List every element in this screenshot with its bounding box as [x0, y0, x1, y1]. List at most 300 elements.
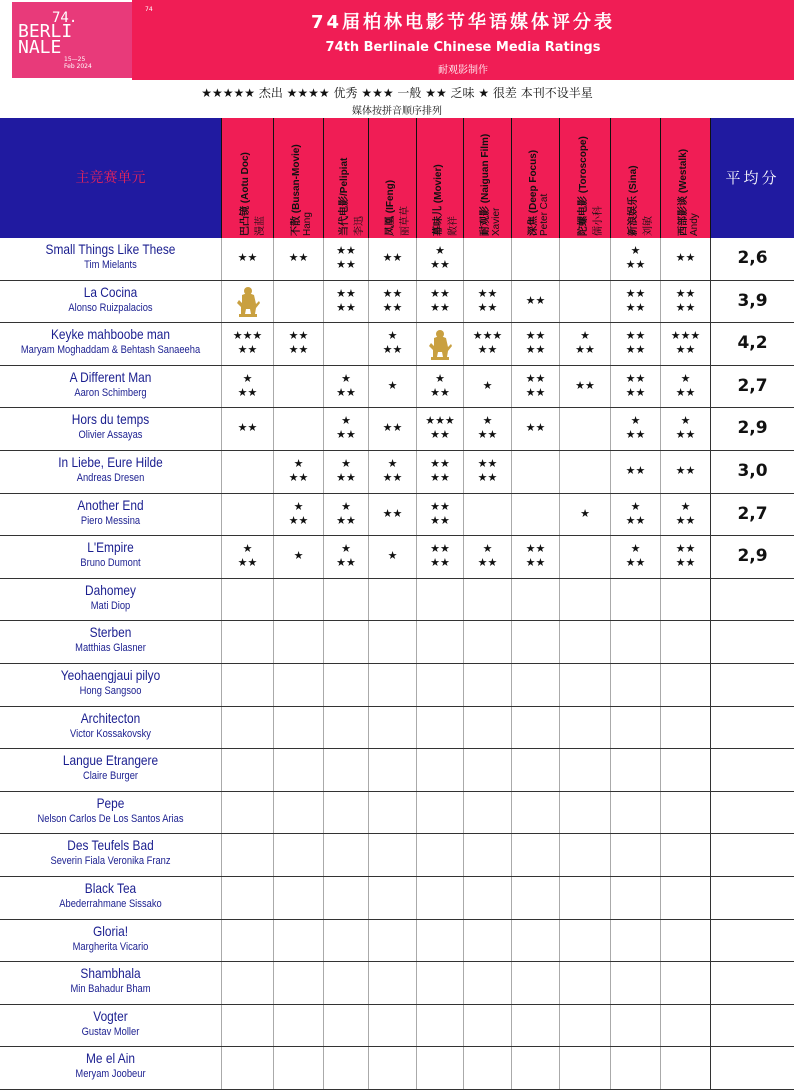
star-rating-line-1: ★ — [435, 371, 445, 385]
rating-cell — [323, 238, 368, 280]
rating-cell — [273, 238, 323, 280]
rating-cell — [368, 792, 416, 834]
star-rating-line-2: ★★ — [477, 300, 498, 314]
rating-cell — [368, 451, 416, 493]
rating-cell — [660, 877, 710, 919]
rating-cell — [416, 366, 463, 408]
rating-cell — [416, 920, 463, 962]
critic-name: 李迅 — [353, 216, 365, 236]
media-label — [476, 133, 502, 236]
rating-cell — [463, 834, 511, 876]
rating-cell — [463, 451, 511, 493]
film-director: Victor Kossakovsky — [70, 727, 151, 740]
rating-cell — [610, 707, 660, 749]
film-title: L'Empire — [87, 539, 134, 556]
rating-cell — [511, 749, 559, 791]
critic-name: 漫蓝 — [255, 216, 266, 236]
star-rating-line-1: ★★ — [525, 329, 546, 343]
table-row — [0, 749, 794, 792]
rating-cell — [511, 1047, 559, 1089]
film-director: Abederrahmane Sissako — [59, 898, 162, 910]
rating-cell — [660, 494, 710, 536]
rating-cell — [559, 834, 610, 876]
star-rating-line-2: ★★ — [336, 385, 356, 399]
rating-cell — [610, 1005, 660, 1047]
rating-cell — [511, 920, 559, 962]
section-label: 主竞赛单元 — [0, 118, 221, 238]
film-title: A Different Man — [69, 368, 152, 385]
rating-cell — [660, 323, 710, 365]
rating-cell — [660, 579, 710, 621]
average-score — [710, 1047, 794, 1089]
star-rating-line-1: ★★ — [525, 371, 546, 385]
star-rating-line-2: ★★ — [477, 471, 498, 484]
rating-cell — [610, 920, 660, 962]
rating-cell — [368, 664, 416, 706]
media-label — [624, 165, 654, 236]
average-score — [710, 749, 794, 791]
rating-cell — [368, 621, 416, 663]
star-rating-line-2: ★★ — [625, 343, 646, 357]
rating-cell — [273, 664, 323, 706]
table-row — [0, 707, 794, 750]
star-rating-line-1: ★★ — [382, 506, 403, 520]
star-rating-line-1: ★ — [630, 244, 641, 257]
star-rating-line-1: ★ — [680, 499, 691, 513]
rating-cell — [368, 281, 416, 323]
critic-name: Hang — [302, 212, 313, 236]
rating-cell — [610, 749, 660, 791]
star-rating-line-1: ★ — [630, 414, 641, 428]
rating-cell — [416, 1047, 463, 1089]
rating-cell — [463, 962, 511, 1004]
star-rating-line-2: ★★ — [336, 471, 356, 484]
rating-cell — [368, 408, 416, 450]
rating-cell — [416, 451, 463, 493]
film-title: La Cocina — [83, 283, 138, 300]
rating-cell — [559, 920, 610, 962]
rating-cell — [511, 494, 559, 536]
star-rating-line-1: ★ — [580, 329, 590, 343]
star-rating-line-1: ★ — [341, 414, 351, 428]
rating-cell — [660, 920, 710, 962]
media-header-0 — [221, 118, 273, 238]
star-rating-line-2: ★★ — [575, 343, 595, 357]
media-header-9 — [660, 118, 710, 238]
rating-cell — [463, 366, 511, 408]
rating-cell — [368, 920, 416, 962]
film-title: Des Teufels Bad — [67, 837, 154, 854]
rating-cell — [660, 834, 710, 876]
rating-cell — [463, 408, 511, 450]
rating-cell — [559, 962, 610, 1004]
rating-cell — [559, 877, 610, 919]
film-director: Bruno Dumont — [80, 557, 141, 570]
film-director: Tim Mielants — [84, 259, 137, 271]
average-score — [710, 834, 794, 876]
rating-cell — [511, 834, 559, 876]
star-rating-line-1: ★ — [242, 371, 253, 385]
rating-cell — [368, 1047, 416, 1089]
star-rating-line-1: ★★ — [477, 457, 498, 470]
star-rating-line-1: ★ — [387, 549, 398, 563]
table-row — [0, 408, 794, 451]
rating-cell — [559, 323, 610, 365]
star-rating-line-1: ★★ — [336, 244, 356, 257]
rating-cell — [463, 579, 511, 621]
critic-name: 刘敏 — [643, 216, 654, 236]
rating-cell — [610, 238, 660, 280]
rating-cell — [511, 877, 559, 919]
rating-cell — [610, 792, 660, 834]
rating-cell — [273, 536, 323, 578]
star-rating-line-1: ★★ — [675, 464, 696, 477]
star-rating-line-1: ★ — [293, 457, 304, 470]
rating-cell — [610, 408, 660, 450]
star-rating-line-2: ★★ — [336, 556, 356, 570]
media-name: 不散 (Busan-Movie) — [291, 144, 302, 236]
film-cell — [0, 1047, 221, 1090]
rating-cell — [660, 1005, 710, 1047]
rating-cell — [323, 920, 368, 962]
rating-cell — [416, 749, 463, 791]
film-cell — [0, 536, 221, 579]
star-rating-line-2: ★★ — [336, 513, 356, 527]
average-score — [710, 664, 794, 706]
rating-cell — [610, 621, 660, 663]
film-title: Dahomey — [85, 581, 136, 598]
rating-cell — [273, 920, 323, 962]
average-score — [710, 962, 794, 1004]
table-row — [0, 536, 794, 579]
table-row — [0, 1047, 794, 1090]
rating-cell — [416, 494, 463, 536]
rating-cell — [463, 792, 511, 834]
star-rating-line-2: ★★ — [430, 385, 450, 399]
rating-cell — [559, 281, 610, 323]
star-rating-line-1: ★★ — [625, 464, 646, 477]
rating-cell — [273, 281, 323, 323]
rating-cell — [221, 451, 273, 493]
media-header-7 — [559, 118, 610, 238]
rating-cell — [368, 1005, 416, 1047]
average-score: 2,7 — [710, 366, 794, 408]
average-score — [710, 621, 794, 663]
rating-cell — [221, 494, 273, 536]
rating-cell — [416, 1005, 463, 1047]
table-row — [0, 366, 794, 409]
rating-cell — [660, 536, 710, 578]
rating-cell — [323, 834, 368, 876]
rating-cell — [610, 664, 660, 706]
rating-cell — [221, 792, 273, 834]
media-name: 新浪娱乐 (Sina) — [628, 165, 639, 236]
rating-cell — [221, 664, 273, 706]
table-row — [0, 664, 794, 707]
film-cell — [0, 494, 221, 537]
star-rating-line-2: ★★ — [477, 556, 498, 570]
star-rating-line-1: ★★ — [525, 542, 546, 556]
average-score: 2,9 — [710, 408, 794, 450]
star-rating-line-1: ★ — [482, 542, 493, 556]
media-label — [674, 148, 700, 236]
film-director: Claire Burger — [82, 770, 139, 783]
film-director: Maryam Moghaddam & Behtash Sanaeeha — [20, 344, 201, 357]
rating-cell — [221, 962, 273, 1004]
rating-cell — [559, 451, 610, 493]
film-cell — [0, 451, 221, 494]
film-title: Gloria! — [92, 922, 129, 939]
table-row — [0, 962, 794, 1005]
star-rating-line-2: ★★ — [525, 385, 546, 399]
film-title: In Liebe, Eure Hilde — [58, 454, 163, 470]
media-name: 深焦 (Deep Focus) — [528, 149, 539, 236]
star-rating-line-1: ★★ — [382, 286, 403, 300]
golden-bear-icon — [427, 327, 453, 361]
star-rating-line-2: ★★ — [525, 343, 546, 357]
rating-cell — [610, 579, 660, 621]
rating-cell — [323, 962, 368, 1004]
rating-cell — [273, 579, 323, 621]
star-rating-line-1: ★★ — [575, 378, 595, 392]
rating-cell — [610, 281, 660, 323]
rating-cell — [416, 621, 463, 663]
table-row — [0, 621, 794, 664]
rating-cell — [559, 749, 610, 791]
logo-line-1: 74. — [52, 10, 78, 26]
rating-cell — [273, 962, 323, 1004]
critic-name: Andy — [689, 213, 700, 236]
rating-cell — [511, 621, 559, 663]
rating-cell — [660, 664, 710, 706]
rating-cell — [660, 238, 710, 280]
rating-cell — [660, 366, 710, 408]
rating-cell — [559, 707, 610, 749]
average-score — [710, 920, 794, 962]
rating-cell — [368, 366, 416, 408]
table-row — [0, 834, 794, 877]
film-cell — [0, 323, 221, 366]
rating-cell — [273, 323, 323, 365]
rating-cell — [511, 323, 559, 365]
average-score — [710, 707, 794, 749]
festival-emblem: 74 — [145, 6, 153, 13]
critic-name: 儒小科 — [592, 206, 604, 236]
rating-cell — [273, 834, 323, 876]
star-rating-line-2: ★★ — [288, 471, 309, 484]
rating-cell — [368, 877, 416, 919]
rating-cell — [221, 281, 273, 323]
producer-credit: 耐观影制作 — [438, 65, 488, 76]
rating-cell — [221, 707, 273, 749]
rating-cell — [368, 238, 416, 280]
rating-cell — [610, 536, 660, 578]
rating-cell — [273, 1005, 323, 1047]
film-director: Margherita Vicario — [72, 940, 149, 953]
average-score — [710, 1005, 794, 1047]
rating-cell — [559, 536, 610, 578]
rating-cell — [221, 877, 273, 919]
rating-cell — [273, 408, 323, 450]
film-cell — [0, 366, 221, 409]
film-director: Severin Fiala Veronika Franz — [50, 855, 171, 868]
media-name: 凤凰 (IFeng) — [385, 179, 396, 236]
rating-cell — [559, 579, 610, 621]
film-title: Me el Ain — [86, 1050, 135, 1067]
rating-cell — [273, 494, 323, 536]
film-director: Alonso Ruizpalacios — [68, 301, 153, 314]
rating-cell — [511, 408, 559, 450]
star-rating-line-2: ★★ — [675, 300, 696, 314]
rating-cell — [416, 664, 463, 706]
rating-cell — [511, 281, 559, 323]
film-title: Small Things Like These — [45, 241, 176, 257]
media-name: 巴凸镜 (Aotu Doc) — [240, 152, 251, 236]
rating-cell — [660, 707, 710, 749]
rating-cell — [323, 749, 368, 791]
rating-cell — [559, 238, 610, 280]
rating-cell — [323, 877, 368, 919]
rating-cell — [368, 494, 416, 536]
rating-cell — [416, 281, 463, 323]
film-cell — [0, 834, 221, 877]
table-row — [0, 451, 794, 494]
media-name: 西部影谈 (Westalk) — [678, 148, 689, 236]
rating-cell — [559, 664, 610, 706]
critic-name: Peter Cat — [539, 193, 550, 236]
table-row — [0, 238, 794, 281]
star-rating-line-1: ★ — [387, 457, 398, 470]
film-cell — [0, 281, 221, 324]
rating-cell — [511, 1005, 559, 1047]
rating-cell — [463, 494, 511, 536]
rating-cell — [610, 494, 660, 536]
rating-cell — [273, 792, 323, 834]
film-director: Piero Messina — [80, 514, 141, 527]
rating-cell — [368, 834, 416, 876]
star-rating-line-2: ★★ — [430, 428, 450, 442]
rating-cell — [323, 366, 368, 408]
rating-cell — [221, 408, 273, 450]
rating-cell — [416, 536, 463, 578]
rating-cell — [416, 408, 463, 450]
rating-cell — [323, 664, 368, 706]
star-rating-line-2: ★★ — [625, 556, 646, 570]
star-rating-line-2: ★★ — [382, 300, 403, 314]
film-title: Langue Etrangere — [62, 752, 159, 769]
star-rating-line-1: ★★ — [625, 286, 646, 300]
star-rating-line-1: ★★ — [430, 499, 450, 513]
rating-cell — [559, 366, 610, 408]
media-label — [287, 144, 313, 236]
film-director: Olivier Assayas — [78, 429, 143, 442]
star-rating-line-1: ★ — [482, 414, 493, 428]
star-rating-line-2: ★★ — [477, 428, 498, 442]
sort-note: 媒体按拼音顺序排列 — [352, 106, 442, 117]
rating-legend: ★★★★★ 杰出 ★★★★ 优秀 ★★★ 一般 ★★ 乏味 ★ 很差 本刊不设半星 — [201, 86, 593, 100]
rating-cell — [660, 962, 710, 1004]
film-director: Meryam Joobeur — [75, 1068, 146, 1081]
rating-cell — [273, 366, 323, 408]
film-title: Keyke mahboobe man — [50, 326, 171, 343]
star-rating-line-1: ★★ — [430, 542, 450, 556]
rating-cell — [559, 1047, 610, 1089]
media-label — [335, 157, 365, 236]
media-header-8 — [610, 118, 660, 238]
media-label — [236, 152, 266, 236]
rating-cell — [273, 1047, 323, 1089]
average-score: 2,9 — [710, 536, 794, 578]
table-row — [0, 877, 794, 920]
rating-cell — [511, 962, 559, 1004]
rating-cell — [368, 536, 416, 578]
rating-cell — [511, 579, 559, 621]
rating-cell — [463, 621, 511, 663]
star-rating-line-2: ★★ — [237, 385, 258, 399]
title-en: 74th Berlinale Chinese Media Ratings — [325, 40, 601, 55]
media-header-2 — [323, 118, 368, 238]
rating-cell — [221, 323, 273, 365]
star-rating-line-2: ★★ — [625, 300, 646, 314]
star-rating-line-2: ★★ — [336, 300, 356, 314]
star-rating-line-1: ★ — [293, 499, 304, 513]
rating-cell — [610, 877, 660, 919]
star-rating-line-1: ★ — [580, 506, 590, 520]
rating-cell — [368, 323, 416, 365]
average-score: 2,7 — [710, 494, 794, 536]
rating-cell — [323, 323, 368, 365]
table-row — [0, 920, 794, 963]
star-rating-line-1: ★ — [341, 371, 351, 385]
film-director: Mati Diop — [90, 599, 131, 612]
rating-cell — [463, 877, 511, 919]
rating-cell — [463, 1047, 511, 1089]
star-rating-line-1: ★ — [341, 457, 351, 470]
rating-cell — [610, 451, 660, 493]
star-rating-line-2: ★★ — [382, 471, 403, 484]
film-director: Hong Sangsoo — [79, 685, 142, 697]
star-rating-line-2: ★★ — [288, 343, 309, 357]
star-rating-line-2: ★★ — [237, 343, 258, 357]
film-title: Hors du temps — [71, 411, 150, 428]
film-cell — [0, 664, 221, 707]
star-rating-line-2: ★★ — [525, 556, 546, 570]
rating-cell — [416, 962, 463, 1004]
rating-cell — [323, 579, 368, 621]
media-name: 陀螺电影 (Toroscope) — [577, 136, 589, 236]
film-cell — [0, 792, 221, 835]
film-director: Gustav Moller — [81, 1025, 140, 1038]
film-title: Black Tea — [84, 880, 137, 896]
rating-cell — [559, 792, 610, 834]
star-rating-line-1: ★★ — [625, 329, 646, 343]
rating-cell — [368, 707, 416, 749]
rating-cell — [660, 621, 710, 663]
star-rating-line-2: ★★ — [675, 385, 696, 399]
rating-cell — [323, 1005, 368, 1047]
rating-cell — [511, 792, 559, 834]
rating-cell — [368, 579, 416, 621]
rating-cell — [221, 920, 273, 962]
film-title: Yeohaengjaui pilyo — [60, 667, 161, 683]
star-rating-line-1: ★★★ — [472, 329, 503, 343]
rating-cell — [323, 792, 368, 834]
star-rating-line-1: ★★★ — [670, 329, 701, 343]
star-rating-line-1: ★★ — [625, 371, 646, 385]
film-director: Andreas Dresen — [76, 472, 145, 484]
rating-cell — [511, 451, 559, 493]
critic-name: Xavier — [491, 207, 502, 236]
